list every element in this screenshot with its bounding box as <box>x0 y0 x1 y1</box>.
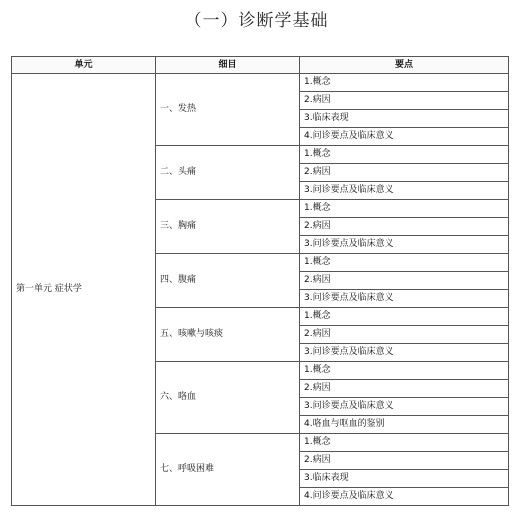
point-cell: 4.问诊要点及临床意义 <box>300 128 509 146</box>
point-cell: 4.问诊要点及临床意义 <box>300 488 509 506</box>
point-cell: 4.咯血与呕血的鉴别 <box>300 416 509 434</box>
point-cell: 1.概念 <box>300 74 509 92</box>
detail-cell: 五、咳嗽与咳痰 <box>156 308 300 362</box>
table-header-row <box>12 57 509 74</box>
point-cell: 3.问诊要点及临床意义 <box>300 398 509 416</box>
point-cell: 3.问诊要点及临床意义 <box>300 236 509 254</box>
point-cell: 3.临床表现 <box>300 110 509 128</box>
table-row <box>12 74 509 92</box>
point-cell: 3.问诊要点及临床意义 <box>300 290 509 308</box>
detail-cell: 七、呼吸困难 <box>156 434 300 506</box>
header-points: 要点 <box>300 57 509 74</box>
point-cell: 1.概念 <box>300 362 509 380</box>
syllabus-table <box>11 56 509 506</box>
detail-cell: 三、胸痛 <box>156 200 300 254</box>
point-cell: 1.概念 <box>300 254 509 272</box>
table-body <box>12 74 509 506</box>
point-cell: 2.病因 <box>300 452 509 470</box>
point-cell: 2.病因 <box>300 380 509 398</box>
header-unit: 单元 <box>12 57 156 74</box>
detail-cell: 六、咯血 <box>156 362 300 434</box>
header-detail: 细目 <box>156 57 300 74</box>
detail-cell: 一、发热 <box>156 74 300 146</box>
point-cell: 2.病因 <box>300 92 509 110</box>
point-cell: 2.病因 <box>300 326 509 344</box>
detail-cell: 四、腹痛 <box>156 254 300 308</box>
detail-cell: 二、头痛 <box>156 146 300 200</box>
point-cell: 3.问诊要点及临床意义 <box>300 344 509 362</box>
point-cell: 3.问诊要点及临床意义 <box>300 182 509 200</box>
point-cell: 1.概念 <box>300 200 509 218</box>
point-cell: 2.病因 <box>300 164 509 182</box>
point-cell: 1.概念 <box>300 308 509 326</box>
point-cell: 1.概念 <box>300 434 509 452</box>
point-cell: 3.临床表现 <box>300 470 509 488</box>
page-title: （一）诊断学基础 <box>184 11 329 31</box>
point-cell: 2.病因 <box>300 218 509 236</box>
point-cell: 1.概念 <box>300 146 509 164</box>
unit-cell: 第一单元 症状学 <box>12 74 156 506</box>
point-cell: 2.病因 <box>300 272 509 290</box>
